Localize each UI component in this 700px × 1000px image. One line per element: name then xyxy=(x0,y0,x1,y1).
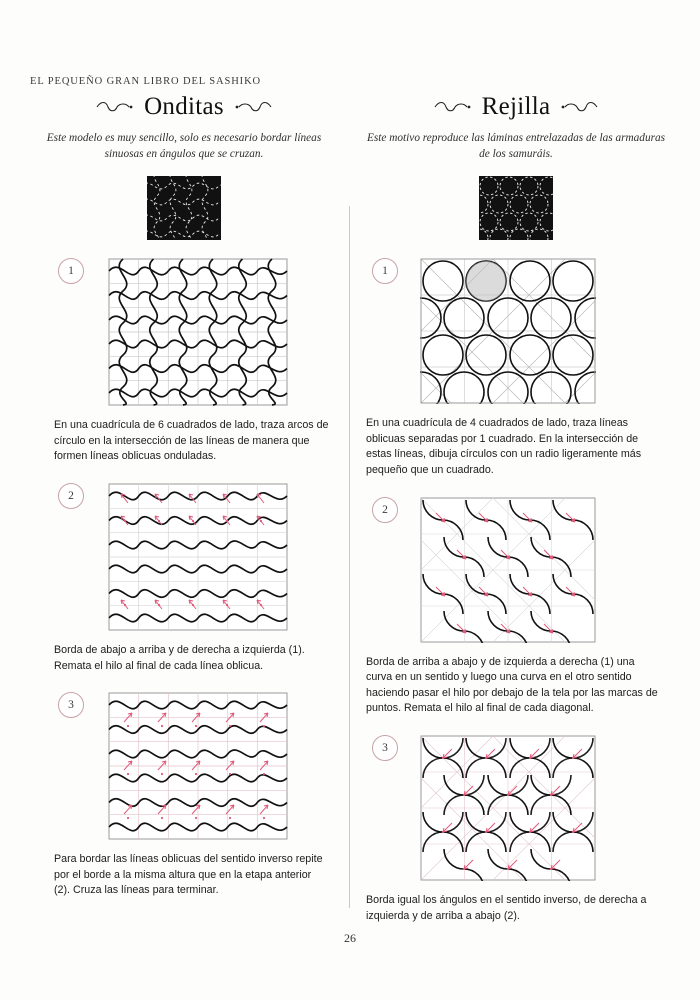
step-rejilla-2 xyxy=(366,497,666,718)
step-rejilla-1 xyxy=(366,258,666,479)
running-head: EL PEQUEÑO GRAN LIBRO DEL SASHIKO xyxy=(30,76,262,87)
section-title-row-rejilla xyxy=(366,92,666,122)
swatch-wrap-onditas xyxy=(34,176,334,240)
step-caption: En una cuadrícula de 6 cuadrados de lado, traza arcos de círculo en la intersección de las líneas de manera que formen líneas oblicuas onduladas. xyxy=(54,419,329,463)
step-onditas-2 xyxy=(34,483,334,674)
step-number-badge: 3 xyxy=(58,692,84,718)
step-caption: Borda igual los ángulos en el sentido inverso, de derecha a izquierda y de arriba a abajo (2). xyxy=(366,894,647,922)
step-onditas-1 xyxy=(34,258,334,465)
step-number-badge: 2 xyxy=(58,483,84,509)
section-title-onditas: Onditas xyxy=(144,93,224,120)
swatch-wrap-rejilla xyxy=(366,176,666,240)
diagram-rejilla-step-3 xyxy=(420,735,596,881)
column-onditas xyxy=(34,92,334,899)
page-number: 26 xyxy=(344,931,356,945)
step-number-badge: 1 xyxy=(58,258,84,284)
flourish-right-icon xyxy=(559,100,599,114)
step-rejilla-3 xyxy=(366,735,666,924)
diagram-onditas-step-1 xyxy=(108,258,288,406)
step-caption: Borda de abajo a arriba y de derecha a izquierda (1). Remata el hilo al final de cada línea oblicua. xyxy=(54,643,305,672)
sashiko-swatch-onditas xyxy=(147,176,221,240)
step-onditas-3 xyxy=(34,692,334,899)
step-caption: Para bordar las líneas oblicuas del sentido inverso repite por el borde a la misma altura que en la etapa anterior (2). Cruza las líneas para terminar. xyxy=(54,853,323,897)
step-number-badge: 2 xyxy=(372,497,398,523)
diagram-onditas-step-2 xyxy=(108,483,288,631)
diagram-rejilla-step-2 xyxy=(420,497,596,643)
section-subtitle-rejilla: Este motivo reproduce las láminas entrelazadas de las armaduras de los samuráis. xyxy=(366,132,666,161)
step-number-badge: 1 xyxy=(372,258,398,284)
step-caption: En una cuadrícula de 4 cuadrados de lado, traza líneas oblicuas separadas por 1 cuadrado. En la intersección de estas líneas, dibuja círculos con un radio ligeramente más pequeño que un cuadrado. xyxy=(366,417,642,476)
sashiko-swatch-rejilla xyxy=(479,176,553,240)
highlight-circle xyxy=(466,261,506,301)
flourish-left-icon xyxy=(95,100,135,114)
column-rejilla xyxy=(366,92,666,924)
diagram-rejilla-step-1 xyxy=(420,258,596,404)
flourish-left-icon xyxy=(433,100,473,114)
flourish-right-icon xyxy=(233,100,273,114)
section-subtitle-onditas: Este modelo es muy sencillo, solo es necesario bordar líneas sinuosas en ángulos que se cruzan. xyxy=(46,132,322,161)
section-title-row-onditas xyxy=(34,92,334,122)
step-number-badge: 3 xyxy=(372,735,398,761)
diagram-onditas-step-3 xyxy=(108,692,288,840)
column-divider-rule xyxy=(349,206,350,908)
section-title-rejilla: Rejilla xyxy=(481,93,551,120)
step-caption: Borda de arriba a abajo y de izquierda a derecha (1) una curva en un sentido y luego una curva en el otro sentido haciendo pasar el hilo por debajo de la tela por las marcas de puntos. Remata el hilo al final de cada diagonal. xyxy=(366,655,658,715)
